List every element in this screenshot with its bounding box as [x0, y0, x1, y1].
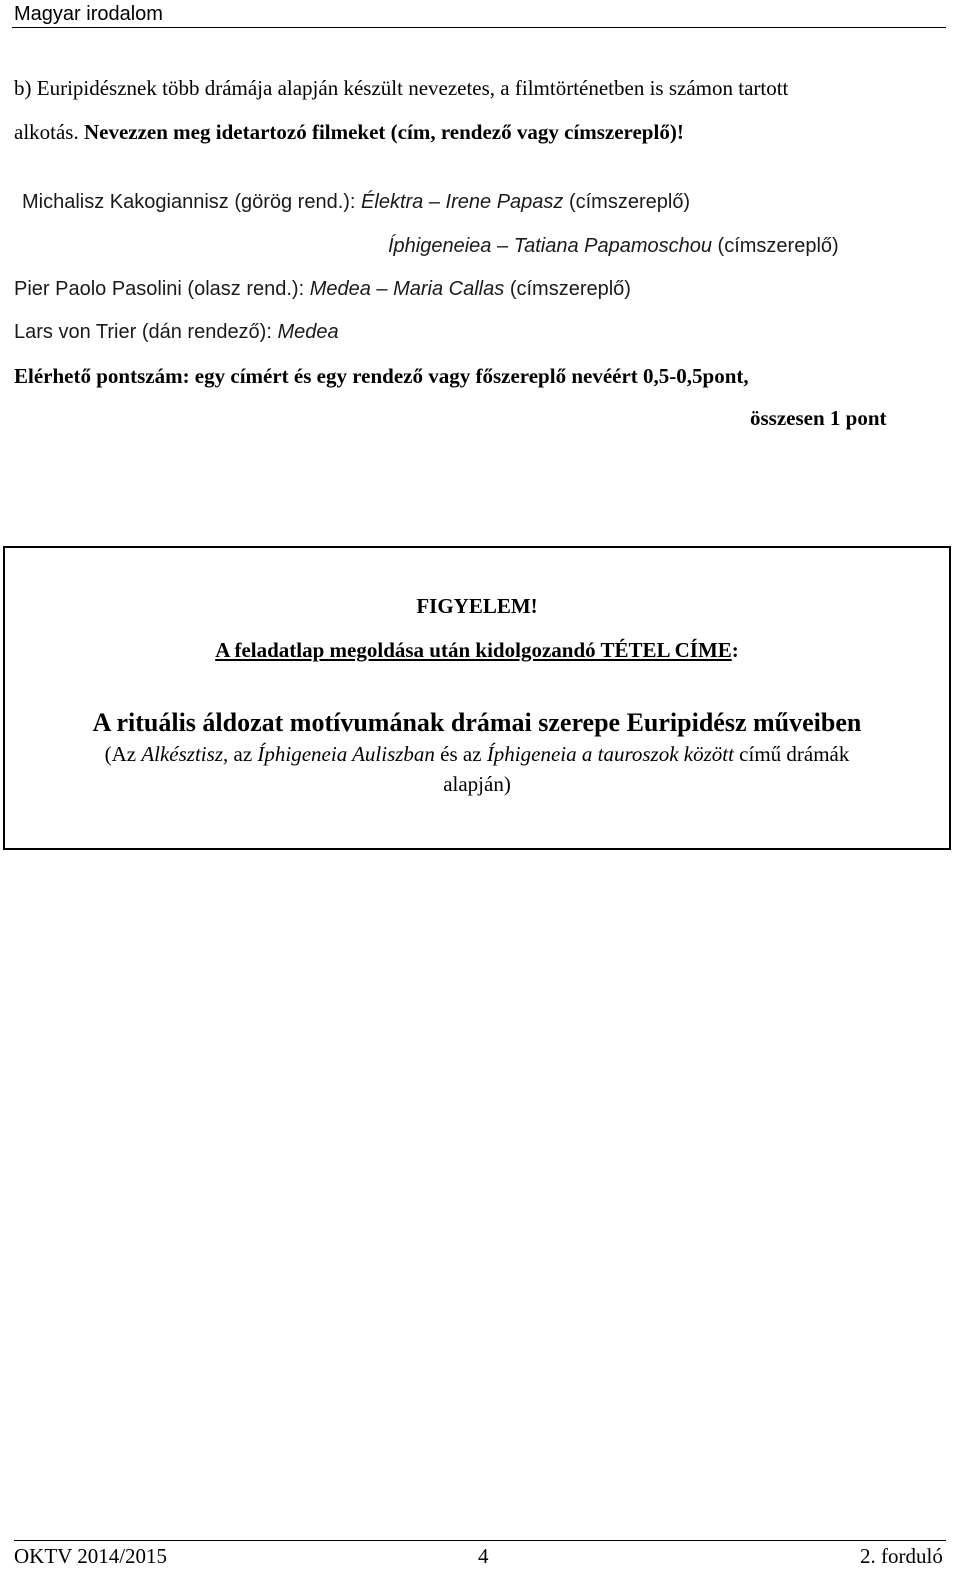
footer-divider — [14, 1540, 946, 1541]
scoring-text: Elérhető pontszám: egy címért és egy rendező vagy főszereplő nevéért 0,5-0,5pont, — [14, 364, 749, 388]
answer-role: (címszereplő) — [504, 278, 631, 300]
page-number: 4 — [478, 1544, 489, 1568]
note-tail: című drámák — [733, 742, 850, 766]
answer-film-title: Íphigeneiea — [388, 235, 492, 257]
note-open: (Az — [104, 742, 142, 766]
header-divider — [12, 27, 946, 28]
question-text-line-2 — [14, 118, 684, 146]
answer-director: Lars von Trier (dán rendező): — [14, 321, 278, 343]
answer-dash: – — [423, 191, 446, 213]
notice-subtitle — [5, 636, 949, 664]
answer-actor: Tatiana Papamoschou — [513, 235, 712, 257]
answer-role: (címszereplő) — [563, 191, 691, 213]
notice-title: FIGYELEM! — [416, 594, 538, 618]
answer-role: (címszereplő) — [711, 235, 839, 257]
scoring-total: összesen 1 pont — [750, 406, 887, 430]
answer-actor: Maria Callas — [393, 278, 505, 300]
footer-competition: OKTV 2014/2015 — [14, 1544, 168, 1568]
answer-line-elektra — [22, 188, 690, 216]
note-sep-1: , az — [223, 742, 258, 766]
footer-round: 2. forduló — [860, 1544, 943, 1568]
essay-topic-note — [5, 740, 949, 768]
answer-director: Michalisz Kakogiannisz (görög rend.): — [22, 191, 362, 213]
notice-subtitle-colon: : — [731, 638, 739, 662]
essay-topic-note-end: alapján) — [443, 772, 511, 796]
work-iphigeneia-tauroszok: Íphigeneia a tauroszok között — [486, 742, 734, 766]
notice-subtitle-underlined: A feladatlap megoldása után kidolgozandó TÉTEL CÍME — [215, 638, 732, 662]
answer-film-title: Élektra — [361, 191, 424, 213]
question-bold-part: Nevezzen meg idetartozó filmeket (cím, rendező vagy címszereplő)! — [83, 120, 684, 144]
answer-film-title: Medea — [277, 321, 339, 343]
answer-line-medea-von-trier — [14, 318, 339, 346]
note-sep-2: és az — [434, 742, 487, 766]
question-plain-part: alkotás. — [14, 120, 84, 144]
answer-dash: – — [370, 278, 394, 300]
answer-line-medea-pasolini — [14, 275, 631, 303]
answer-actor: Irene Papasz — [445, 191, 564, 213]
notice-box — [3, 546, 951, 850]
answer-line-iphigeneia — [388, 232, 839, 260]
question-text-line-1: b) Euripidésznek több drámája alapján készült nevezetes, a filmtörténetben is számon tartott — [14, 76, 789, 100]
answer-dash: – — [491, 235, 514, 257]
work-alkesztisz: Alkésztisz — [141, 742, 223, 766]
answer-film-title: Medea — [309, 278, 371, 300]
work-iphigeneia-auliszban: Íphigeneia Auliszban — [257, 742, 435, 766]
answer-director: Pier Paolo Pasolini (olasz rend.): — [14, 278, 310, 300]
essay-topic-title: A rituális áldozat motívumának drámai szerepe Euripidész műveiben — [92, 708, 862, 737]
page-header-title: Magyar irodalom — [14, 3, 163, 25]
